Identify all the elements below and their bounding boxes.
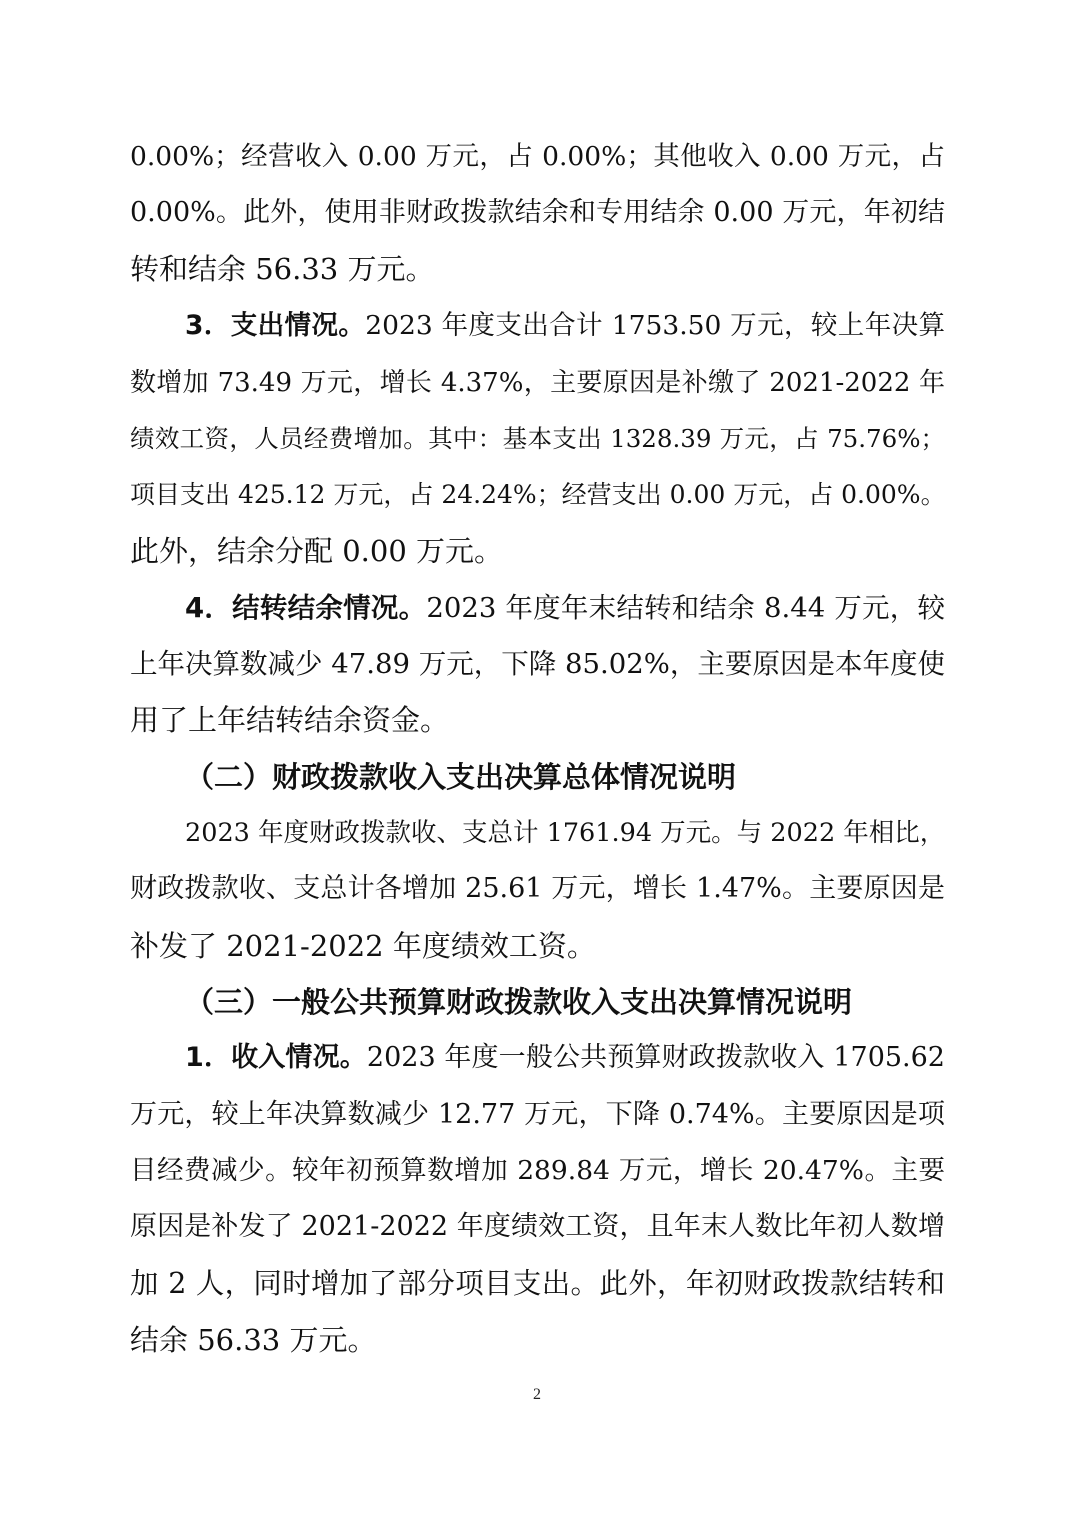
text-line: 数增加 73.49 万元，增长 4.37%，主要原因是补缴了 2021-2022 年 bbox=[130, 368, 945, 398]
text-line: 原因是补发了 2021-2022 年度绩效工资，且年末人数比年初人数增 bbox=[130, 1211, 945, 1242]
text-line: 万元，较上年决算数减少 12.77 万元，下降 0.74%。主要原因是项 bbox=[130, 1099, 945, 1130]
text-line: 加 2 人，同时增加了部分项目支出。此外，年初财政拨款结转和 bbox=[130, 1267, 945, 1300]
page-number: 2 bbox=[533, 1386, 541, 1403]
section-lead-balance: 4．结转结余情况。 bbox=[185, 592, 427, 624]
text-line: 0.00%；经营收入 0.00 万元，占 0.00%；其他收入 0.00 万元，占 bbox=[130, 141, 945, 172]
text-span: 2023 年度一般公共预算财政拨款收入 1705.62 bbox=[366, 1042, 945, 1073]
text-line: 转和结余 56.33 万元。 bbox=[130, 252, 435, 286]
text-span: 2023 年度支出合计 1753.50 万元，较上年决算 bbox=[365, 310, 945, 341]
text-line: 项目支出 425.12 万元，占 24.24%；经营支出 0.00 万元，占 0.00%。 bbox=[130, 480, 946, 509]
text-line: 财政拨款收、支总计各增加 25.61 万元，增长 1.47%。主要原因是 bbox=[130, 873, 945, 904]
text-line: 补发了 2021-2022 年度绩效工资。 bbox=[130, 929, 596, 963]
section-heading-2: （二）财政拨款收入支出决算总体情况说明 bbox=[185, 760, 737, 794]
paragraph-first-line bbox=[185, 306, 945, 346]
text-line: 用了上年结转结余资金。 bbox=[130, 703, 450, 737]
text-span: 2023 年度年末结转和结余 8.44 万元，较 bbox=[426, 592, 945, 624]
section-lead-expenditure: 3．支出情况。 bbox=[185, 310, 366, 341]
section-lead-income: 1．收入情况。 bbox=[185, 1042, 367, 1073]
section-heading-3: （三）一般公共预算财政拨款收入支出决算情况说明 bbox=[185, 985, 853, 1019]
text-line: 结余 56.33 万元。 bbox=[130, 1323, 377, 1357]
text-line: 目经费减少。较年初预算数增加 289.84 万元，增长 20.47%。主要 bbox=[130, 1155, 945, 1186]
paragraph-first-line bbox=[185, 1038, 945, 1078]
text-line: 0.00%。此外，使用非财政拨款结余和专用结余 0.00 万元，年初结 bbox=[130, 197, 945, 228]
paragraph-first-line bbox=[185, 588, 945, 628]
text-line: 绩效工资，人员经费增加。其中：基本支出 1328.39 万元，占 75.76%； bbox=[130, 424, 945, 453]
text-line: 上年决算数减少 47.89 万元，下降 85.02%，主要原因是本年度使 bbox=[130, 648, 945, 680]
text-line: 此外，结余分配 0.00 万元。 bbox=[130, 534, 504, 568]
paragraph-first-line: 2023 年度财政拨款收、支总计 1761.94 万元。与 2022 年相比， bbox=[185, 818, 946, 848]
